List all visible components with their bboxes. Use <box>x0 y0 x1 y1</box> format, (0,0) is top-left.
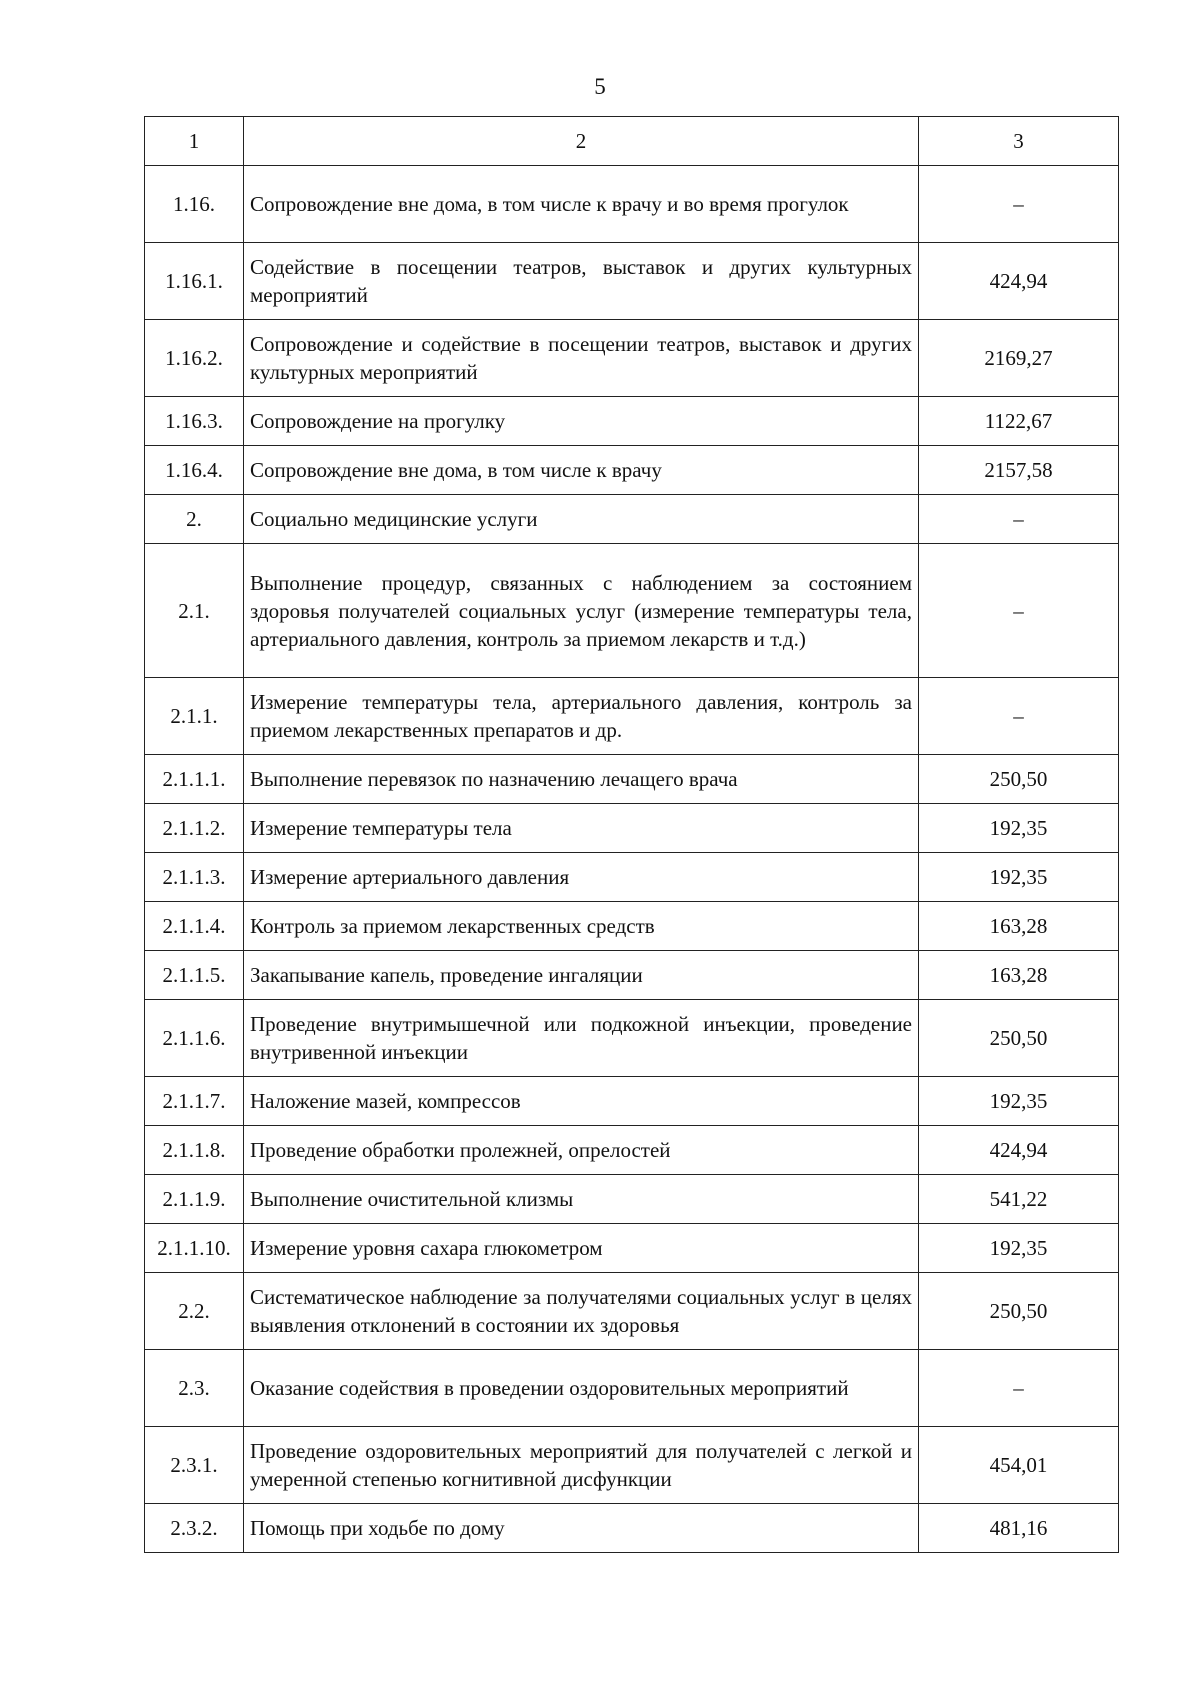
table-row <box>145 1126 1119 1175</box>
service-name: Сопровождение на прогулку <box>244 397 919 446</box>
row-number: 1.16.3. <box>145 397 244 446</box>
table-row <box>145 544 1119 678</box>
service-price: 424,94 <box>919 1126 1119 1175</box>
service-name: Проведение оздоровительных мероприятий для получателей с легкой и умеренной степенью когнитивной дисфункции <box>244 1427 919 1504</box>
row-number: 2.1.1.5. <box>145 951 244 1000</box>
table-row <box>145 1273 1119 1350</box>
table-row <box>145 397 1119 446</box>
service-price: 192,35 <box>919 1224 1119 1273</box>
table-row <box>145 446 1119 495</box>
row-number: 2.3.1. <box>145 1427 244 1504</box>
service-name: Выполнение очистительной клизмы <box>244 1175 919 1224</box>
table-row <box>145 1350 1119 1427</box>
header-col-3: 3 <box>919 117 1119 166</box>
service-price: 192,35 <box>919 1077 1119 1126</box>
row-number: 2.1.1.3. <box>145 853 244 902</box>
table-row <box>145 1175 1119 1224</box>
service-name: Измерение температуры тела <box>244 804 919 853</box>
service-price: 481,16 <box>919 1504 1119 1553</box>
service-name: Измерение артериального давления <box>244 853 919 902</box>
row-number: 2.3.2. <box>145 1504 244 1553</box>
service-name: Выполнение перевязок по назначению лечащего врача <box>244 755 919 804</box>
service-price: 250,50 <box>919 1273 1119 1350</box>
header-col-1: 1 <box>145 117 244 166</box>
table-row <box>145 755 1119 804</box>
service-price: 2169,27 <box>919 320 1119 397</box>
table-row <box>145 166 1119 243</box>
service-price: 192,35 <box>919 804 1119 853</box>
service-name: Оказание содействия в проведении оздоровительных мероприятий <box>244 1350 919 1427</box>
row-number: 2.1.1.4. <box>145 902 244 951</box>
row-number: 2.1.1.8. <box>145 1126 244 1175</box>
page-number: 5 <box>594 74 606 99</box>
table-row <box>145 1224 1119 1273</box>
service-name: Сопровождение вне дома, в том числе к врачу и во время прогулок <box>244 166 919 243</box>
service-name: Измерение температуры тела, артериального давления, контроль за приемом лекарственных препаратов и др. <box>244 678 919 755</box>
row-number: 2.1.1.2. <box>145 804 244 853</box>
row-number: 2.1.1.10. <box>145 1224 244 1273</box>
row-number: 1.16.2. <box>145 320 244 397</box>
service-name: Выполнение процедур, связанных с наблюдением за состоянием здоровья получателей социальных услуг (измерение температуры тела, артериального давления, контроль за приемом лекарств и т.д.) <box>244 544 919 678</box>
service-price: 454,01 <box>919 1427 1119 1504</box>
row-number: 1.16.4. <box>145 446 244 495</box>
service-price: 541,22 <box>919 1175 1119 1224</box>
service-price: – <box>919 495 1119 544</box>
row-number: 2.1. <box>145 544 244 678</box>
row-number: 2.1.1.9. <box>145 1175 244 1224</box>
service-name: Наложение мазей, компрессов <box>244 1077 919 1126</box>
row-number: 2.1.1.1. <box>145 755 244 804</box>
service-name: Проведение обработки пролежней, опрелостей <box>244 1126 919 1175</box>
table-row <box>145 902 1119 951</box>
row-number: 2.3. <box>145 1350 244 1427</box>
table-row <box>145 951 1119 1000</box>
service-name: Систематическое наблюдение за получателями социальных услуг в целях выявления отклонений в состоянии их здоровья <box>244 1273 919 1350</box>
service-price: – <box>919 166 1119 243</box>
service-price: – <box>919 678 1119 755</box>
row-number: 1.16. <box>145 166 244 243</box>
service-price: 2157,58 <box>919 446 1119 495</box>
table-row <box>145 804 1119 853</box>
services-table <box>144 116 1119 1553</box>
table-row <box>145 495 1119 544</box>
service-price: – <box>919 544 1119 678</box>
service-name: Содействие в посещении театров, выставок и других культурных мероприятий <box>244 243 919 320</box>
row-number: 2.1.1. <box>145 678 244 755</box>
row-number: 2. <box>145 495 244 544</box>
service-name: Проведение внутримышечной или подкожной инъекции, проведение внутривенной инъекции <box>244 1000 919 1077</box>
row-number: 2.2. <box>145 1273 244 1350</box>
service-name: Социально медицинские услуги <box>244 495 919 544</box>
table-row <box>145 853 1119 902</box>
service-name: Контроль за приемом лекарственных средств <box>244 902 919 951</box>
service-price: 424,94 <box>919 243 1119 320</box>
table-row <box>145 1077 1119 1126</box>
service-price: 163,28 <box>919 902 1119 951</box>
service-price: 250,50 <box>919 1000 1119 1077</box>
table-row <box>145 1504 1119 1553</box>
table-row <box>145 320 1119 397</box>
service-price: 250,50 <box>919 755 1119 804</box>
table-row <box>145 1427 1119 1504</box>
service-price: 192,35 <box>919 853 1119 902</box>
service-name: Измерение уровня сахара глюкометром <box>244 1224 919 1273</box>
table-row <box>145 243 1119 320</box>
service-price: 1122,67 <box>919 397 1119 446</box>
service-name: Сопровождение вне дома, в том числе к врачу <box>244 446 919 495</box>
row-number: 2.1.1.7. <box>145 1077 244 1126</box>
table-row <box>145 1000 1119 1077</box>
table-row <box>145 678 1119 755</box>
row-number: 2.1.1.6. <box>145 1000 244 1077</box>
service-price: 163,28 <box>919 951 1119 1000</box>
row-number: 1.16.1. <box>145 243 244 320</box>
header-col-2: 2 <box>244 117 919 166</box>
service-name: Закапывание капель, проведение ингаляции <box>244 951 919 1000</box>
service-name: Сопровождение и содействие в посещении театров, выставок и других культурных мероприятий <box>244 320 919 397</box>
table-header-row <box>145 117 1119 166</box>
service-name: Помощь при ходьбе по дому <box>244 1504 919 1553</box>
service-price: – <box>919 1350 1119 1427</box>
